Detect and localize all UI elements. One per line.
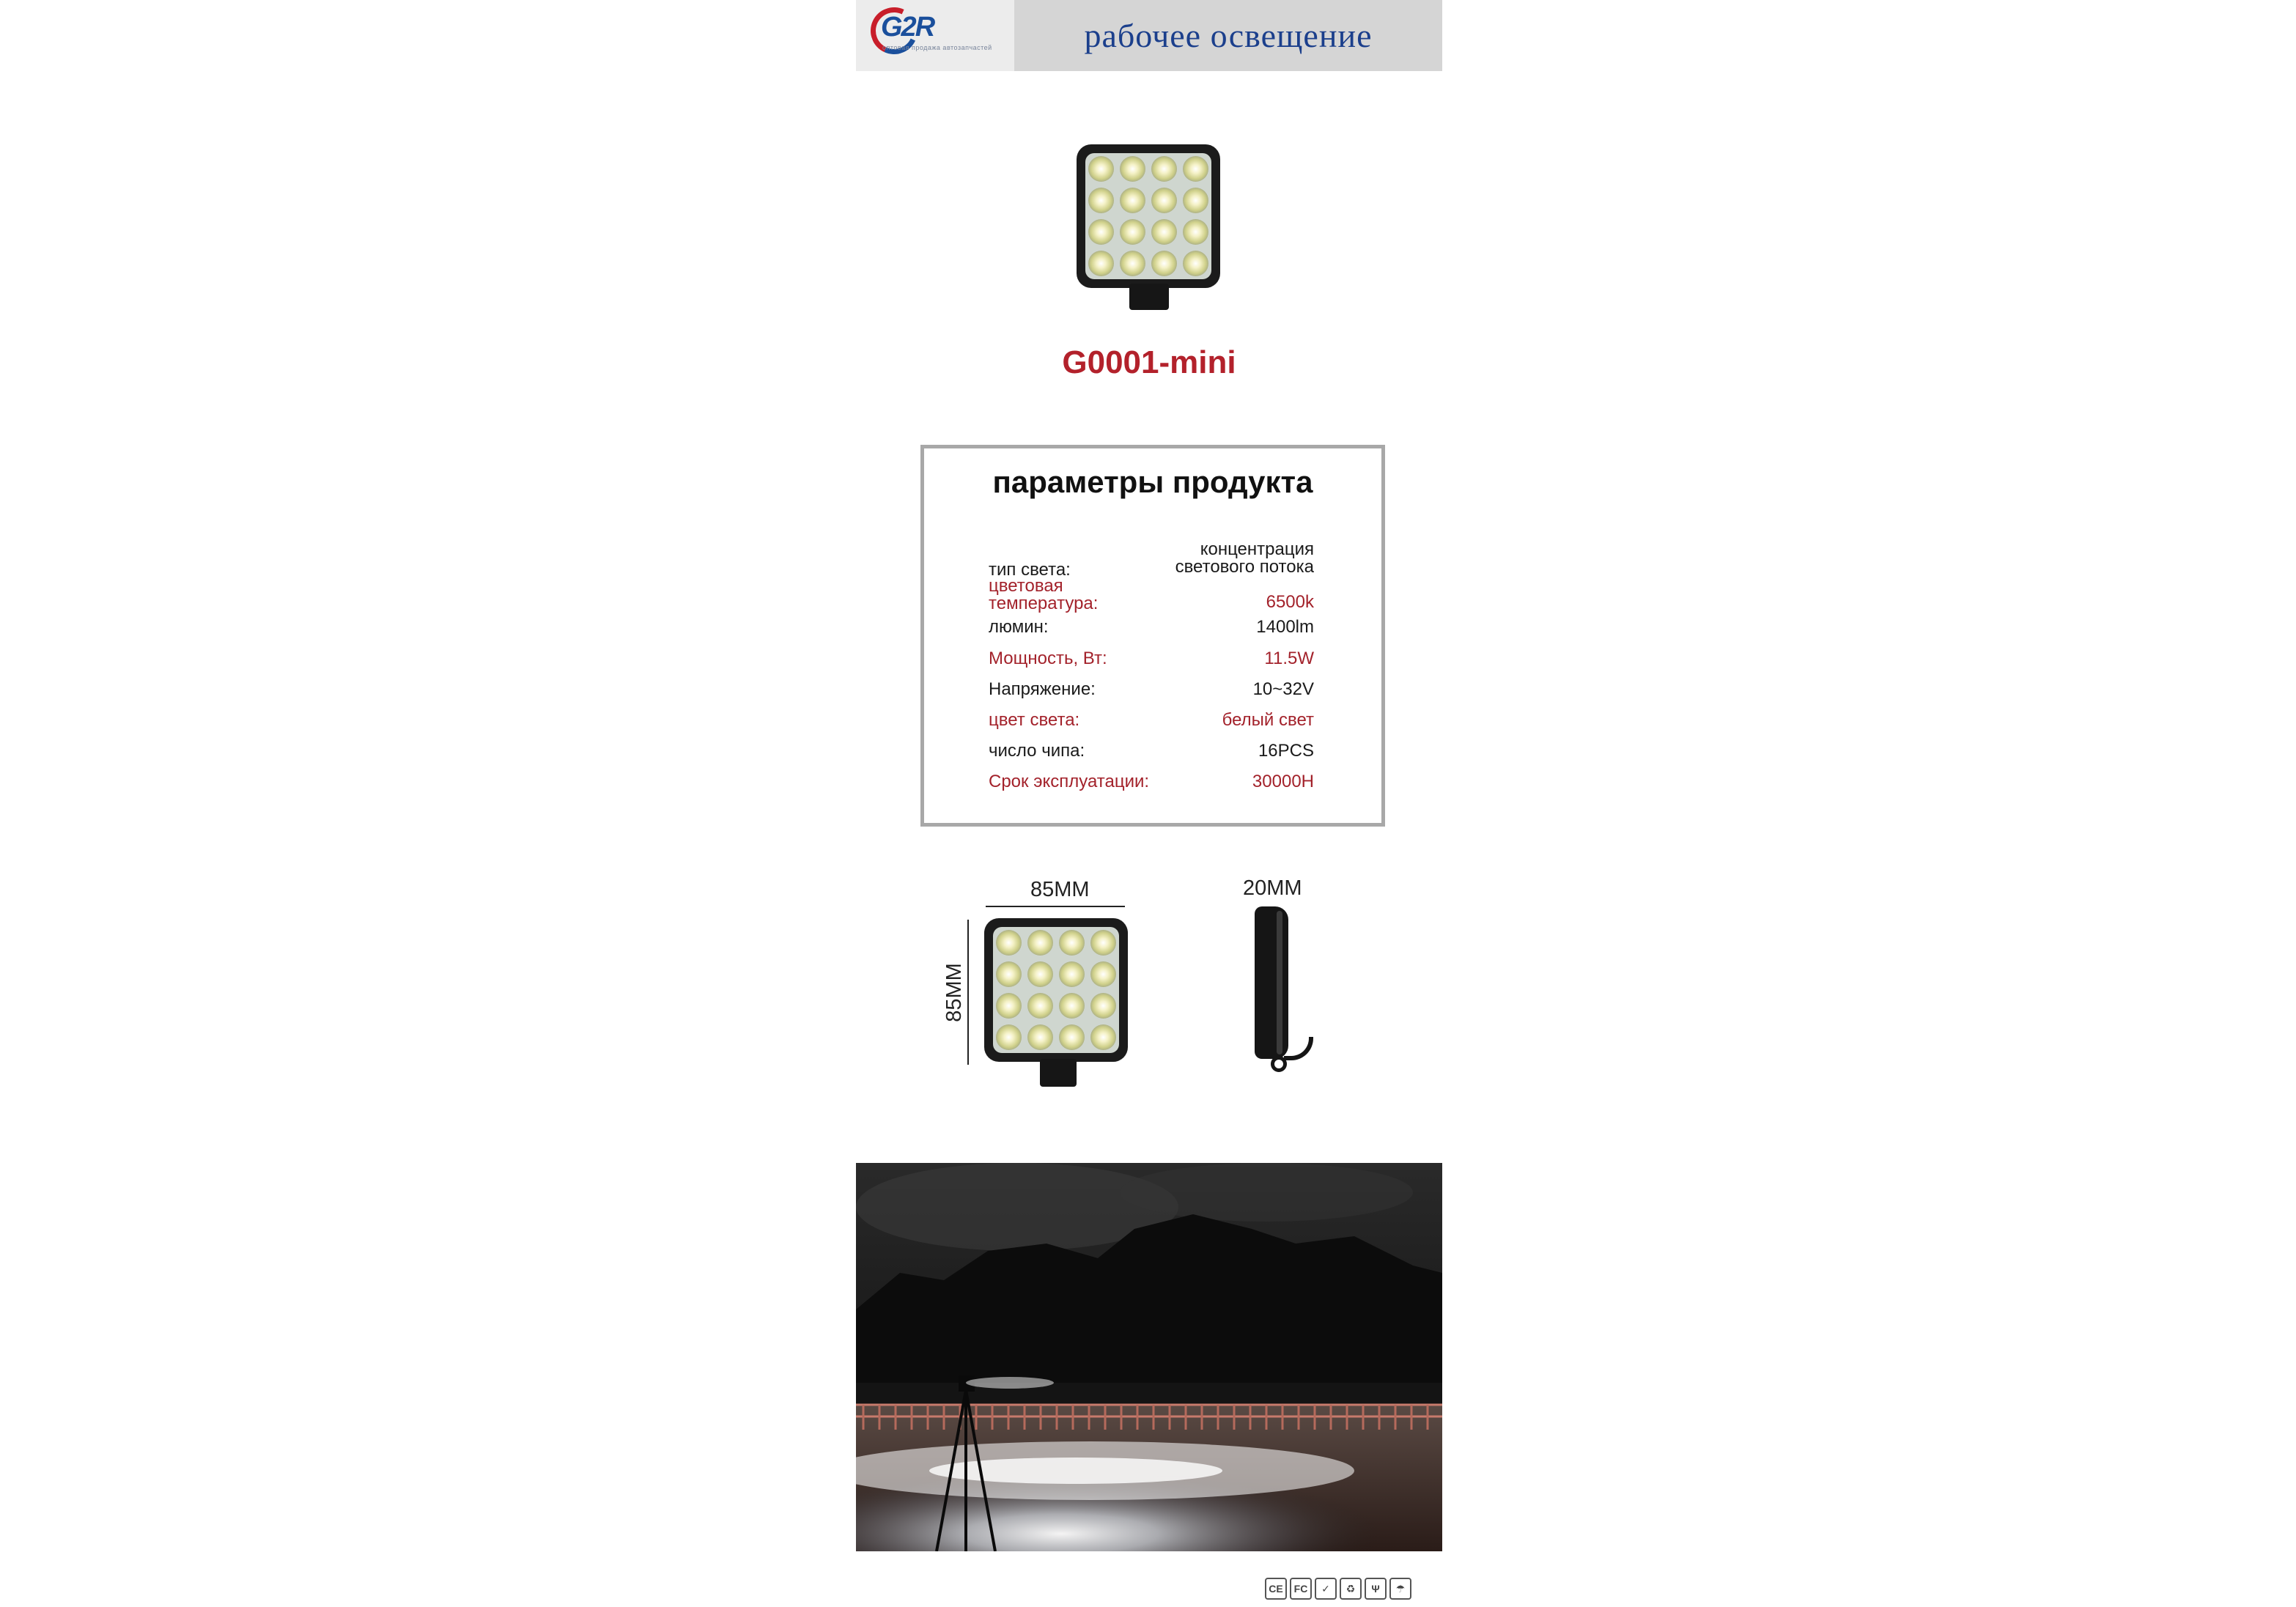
led-chip — [1027, 930, 1053, 956]
recycle-icon: ♻ — [1340, 1578, 1362, 1600]
param-label: люмин: — [989, 617, 1049, 637]
param-value: 16PCS — [1258, 741, 1314, 761]
led-chip — [1059, 961, 1085, 987]
param-value: белый свет — [1222, 710, 1314, 730]
led-chip — [996, 930, 1022, 956]
param-row — [989, 576, 1314, 613]
product-lamp-image — [1077, 144, 1220, 311]
dim-height-label: 85MM — [942, 963, 966, 1022]
led-chip — [1088, 219, 1114, 245]
param-row — [989, 705, 1314, 736]
led-chip — [996, 993, 1022, 1019]
dimension-lamp-side — [1255, 906, 1291, 1066]
logo-subtitle: оптовая продажа автозапчастей — [882, 44, 992, 51]
led-chip — [1027, 1024, 1053, 1050]
dim-width-line — [986, 906, 1125, 907]
led-chip — [1151, 188, 1177, 213]
led-chip — [1027, 993, 1053, 1019]
fcc-icon: FC — [1290, 1578, 1312, 1600]
led-chip — [1059, 1024, 1085, 1050]
led-chip — [1059, 993, 1085, 1019]
dimension-lamp-front — [984, 918, 1128, 1088]
param-row — [989, 643, 1314, 674]
led-chip — [1090, 961, 1116, 987]
param-label: цвет света: — [989, 710, 1080, 730]
param-row — [989, 766, 1314, 797]
led-chip — [1090, 993, 1116, 1019]
led-chip — [1120, 156, 1145, 182]
logo-mark: G2R — [881, 12, 934, 43]
led-chip — [1090, 930, 1116, 956]
param-label: тип света: — [989, 560, 1071, 580]
params-rows — [989, 538, 1314, 797]
param-value: 6500k — [1266, 592, 1314, 612]
led-chip — [1151, 251, 1177, 276]
param-row — [989, 736, 1314, 766]
certification-icons — [1265, 1578, 1411, 1600]
led-chip — [1151, 156, 1177, 182]
led-chip — [1183, 156, 1208, 182]
product-model: G0001-mini — [1062, 344, 1236, 380]
brand-logo — [856, 0, 1014, 71]
param-label: цветовая температура: — [989, 576, 1099, 613]
fork-icon: Ψ — [1365, 1578, 1387, 1600]
params-title: параметры продукта — [992, 465, 1313, 499]
param-label: Срок эксплуатации: — [989, 772, 1150, 791]
param-row — [989, 674, 1314, 705]
led-chip — [1183, 219, 1208, 245]
param-value: 11.5W — [1264, 649, 1314, 668]
led-chip — [1088, 251, 1114, 276]
product-parameters-table — [920, 445, 1385, 827]
param-row — [989, 538, 1314, 579]
header-banner — [856, 0, 1442, 71]
night-usage-photo — [856, 1163, 1442, 1551]
led-chip — [1027, 961, 1053, 987]
dim-height-line — [967, 920, 969, 1065]
led-chip — [1120, 188, 1145, 213]
param-value: 30000H — [1252, 772, 1314, 791]
umbrella-icon: ☂ — [1389, 1578, 1411, 1600]
param-value: концентрация светового потока — [1175, 539, 1314, 577]
ce-icon: CE — [1265, 1578, 1287, 1600]
page-title: рабочее освещение — [1084, 17, 1373, 54]
param-row — [989, 611, 1314, 643]
param-label: Мощность, Вт: — [989, 649, 1107, 668]
header-title-box — [1014, 0, 1442, 71]
led-chip — [996, 961, 1022, 987]
param-value: 10~32V — [1252, 679, 1314, 699]
check-icon: ✓ — [1315, 1578, 1337, 1600]
led-chip — [1088, 156, 1114, 182]
led-chip — [996, 1024, 1022, 1050]
led-chip — [1120, 219, 1145, 245]
param-value: 1400lm — [1256, 617, 1314, 637]
dim-depth-label: 20MM — [1243, 876, 1302, 900]
led-chip — [1183, 251, 1208, 276]
led-chip — [1090, 1024, 1116, 1050]
led-chip — [1088, 188, 1114, 213]
param-label: Напряжение: — [989, 679, 1096, 699]
led-chip — [1120, 251, 1145, 276]
dim-width-label: 85MM — [1030, 878, 1090, 901]
param-label: число чипа: — [989, 741, 1085, 761]
led-chip — [1151, 219, 1177, 245]
led-chip — [1183, 188, 1208, 213]
led-chip — [1059, 930, 1085, 956]
